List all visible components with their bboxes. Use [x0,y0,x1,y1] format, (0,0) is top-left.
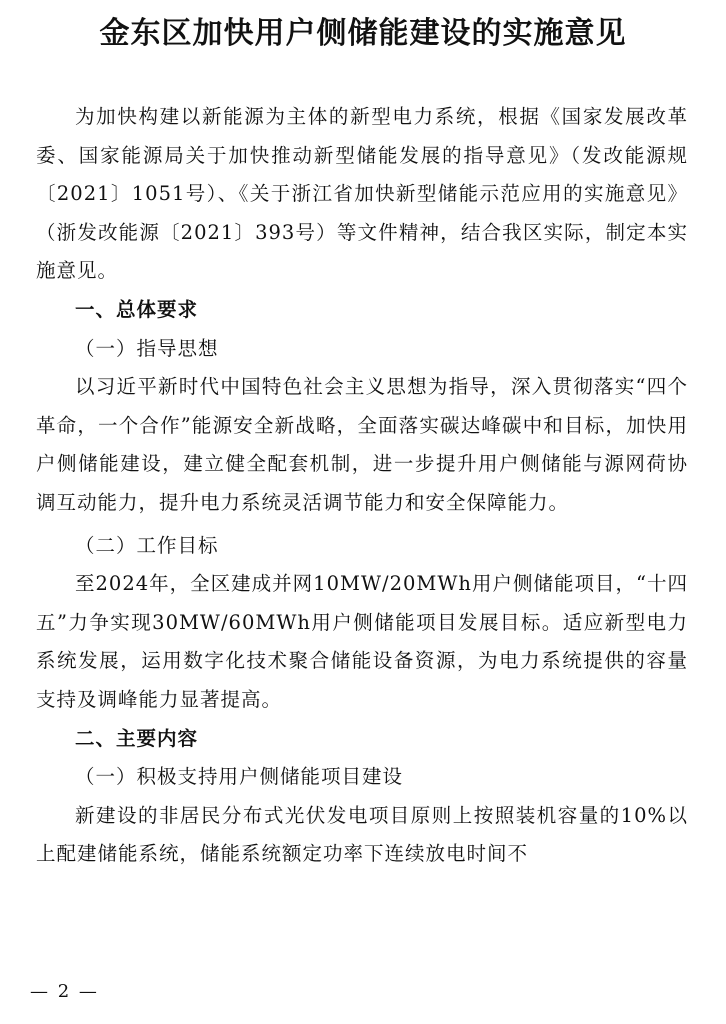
subsection-heading-support-storage-projects: （一）积极支持用户侧储能项目建设 [75,765,404,789]
page-number: — 2 — [30,981,99,1002]
document-body [36,98,688,874]
support-storage-projects-paragraph: 新建设的非居民分布式光伏发电项目原则上按照装机容量的10%以上配建储能系统，储能系统额定功率下连续放电时间不 [36,803,688,866]
document-title: 金东区加快用户侧储能建设的实施意见 [99,16,627,51]
section-heading-main-content: 二、主要内容 [75,726,199,750]
work-goals-paragraph: 至2024年，全区建成并网10MW/20MWh用户侧储能项目，“十四五”力争实现30MW/60MWh用户侧储能项目发展目标。适应新型电力系统发展，运用数字化技术聚合储能设备资源，为电力系统提供的容量支持及调峰能力显著提高。 [36,572,688,711]
subsection-heading-guiding-ideology: （一）指导思想 [75,336,219,360]
section-heading-general-requirements: 一、总体要求 [75,297,199,321]
guiding-ideology-paragraph: 以习近平新时代中国特色社会主义思想为指导，深入贯彻落实“四个革命，一个合作”能源安全新战略，全面落实碳达峰碳中和目标，加快用户侧储能建设，建立健全配套机制，进一步提升用户侧储能与源网荷协调互动能力，提升电力系统灵活调节能力和安全保障能力。 [36,375,688,514]
subsection-heading-work-goals: （二）工作目标 [75,533,219,557]
intro-paragraph: 为加快构建以新能源为主体的新型电力系统，根据《国家发展改革委、国家能源局关于加快推动新型储能发展的指导意见》（发改能源规〔2021〕1051号）、《关于浙江省加快新型储能示范应用的实施意见》（浙发改能源〔2021〕393号）等文件精神，结合我区实际，制定本实施意见。 [36,105,688,283]
